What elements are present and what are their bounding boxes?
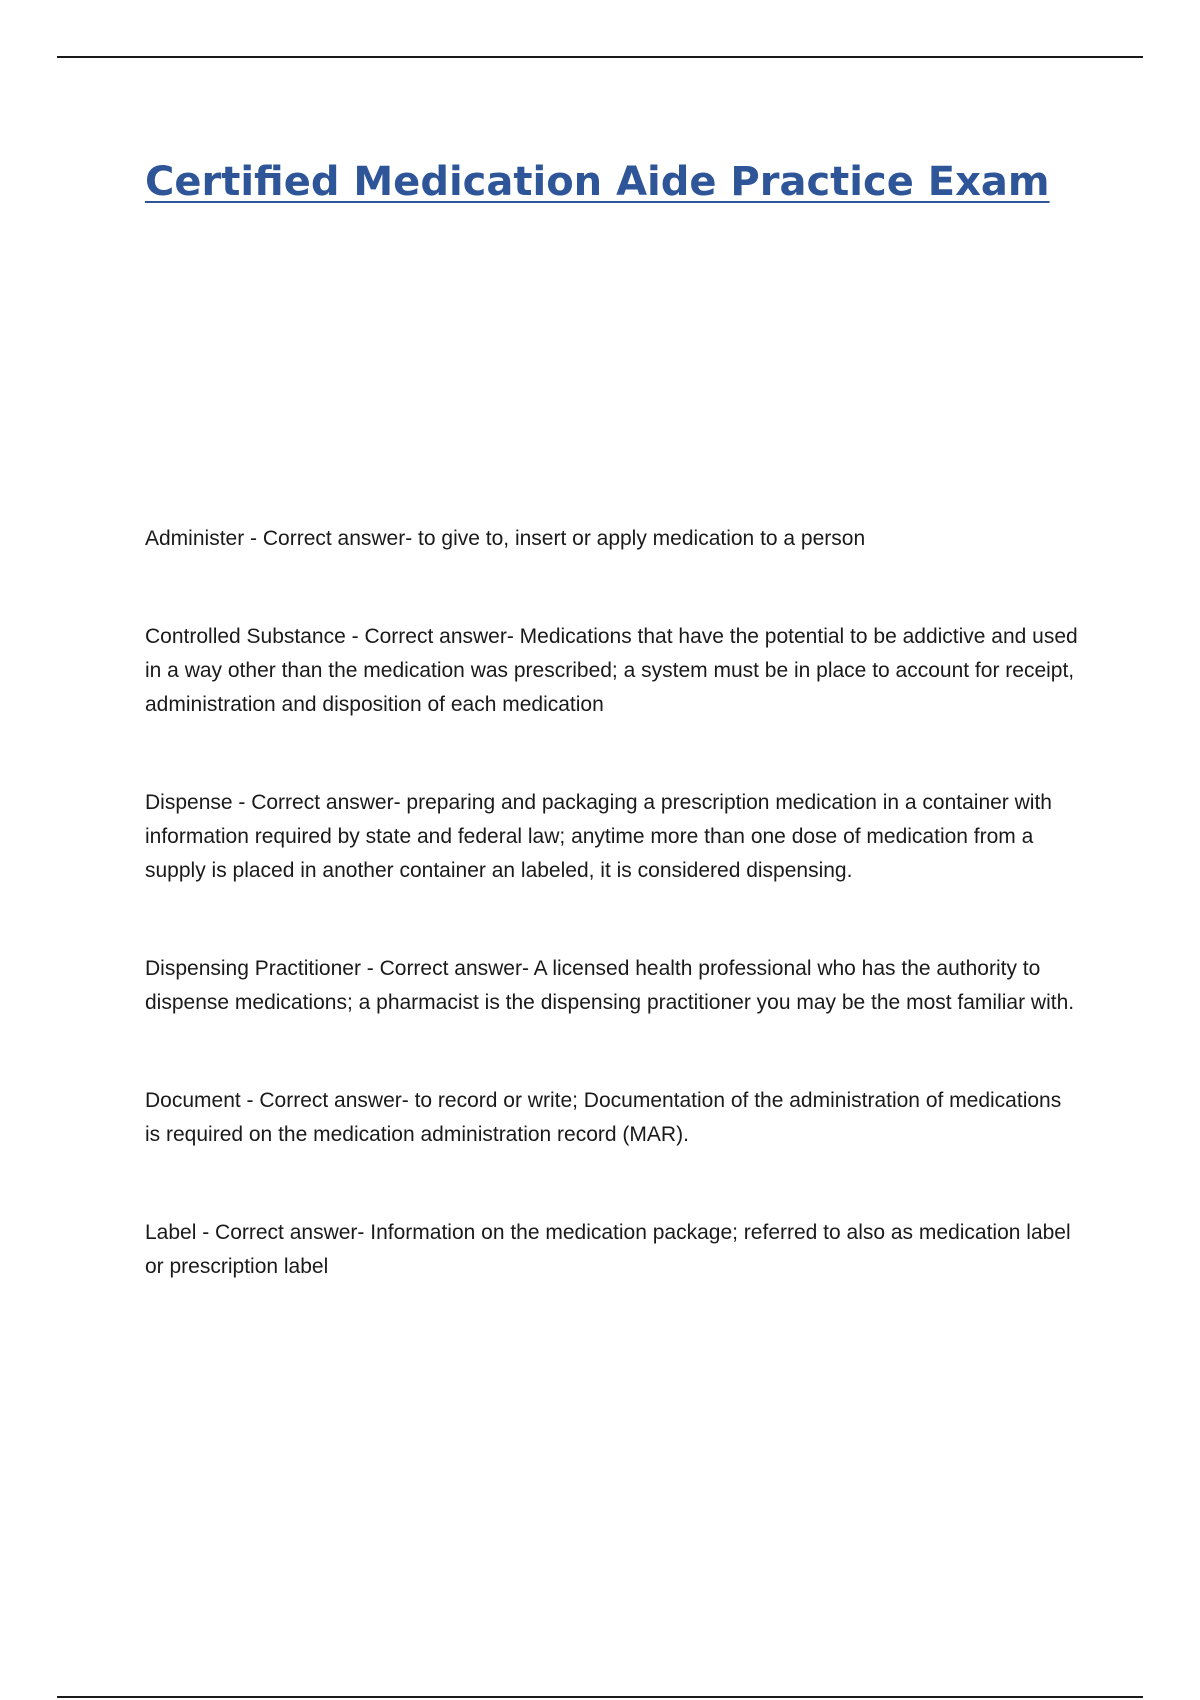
document-title: Certified Medication Aide Practice Exam [145,159,1050,205]
footer-rule [57,1696,1143,1698]
header-rule [57,56,1143,58]
definition-controlled-substance: Controlled Substance - Correct answer- Medications that have the potential to be addictive and used in a way other than the medication was prescribed; a system must be in place to account for receipt, administration and disposition of each medication [145,625,1078,716]
definition-dispense: Dispense - Correct answer- preparing and packaging a prescription medication in a container with information required by state and federal law; anytime more than one dose of medication from a supply is placed in another container an labeled, it is considered dispensing. [145,791,1052,882]
definition-administer: Administer - Correct answer- to give to, insert or apply medication to a person [145,527,866,550]
definition-list [145,522,1080,1348]
definition-document: Document - Correct answer- to record or write; Documentation of the administration of medications is required on the medication administration record (MAR). [145,1089,1062,1146]
definition-label: Label - Correct answer- Information on the medication package; referred to also as medication label or prescription label [145,1221,1071,1278]
definition-dispensing-practitioner: Dispensing Practitioner - Correct answer- A licensed health professional who has the authority to dispense medications; a pharmacist is the dispensing practitioner you may be the most familiar with. [145,957,1075,1014]
